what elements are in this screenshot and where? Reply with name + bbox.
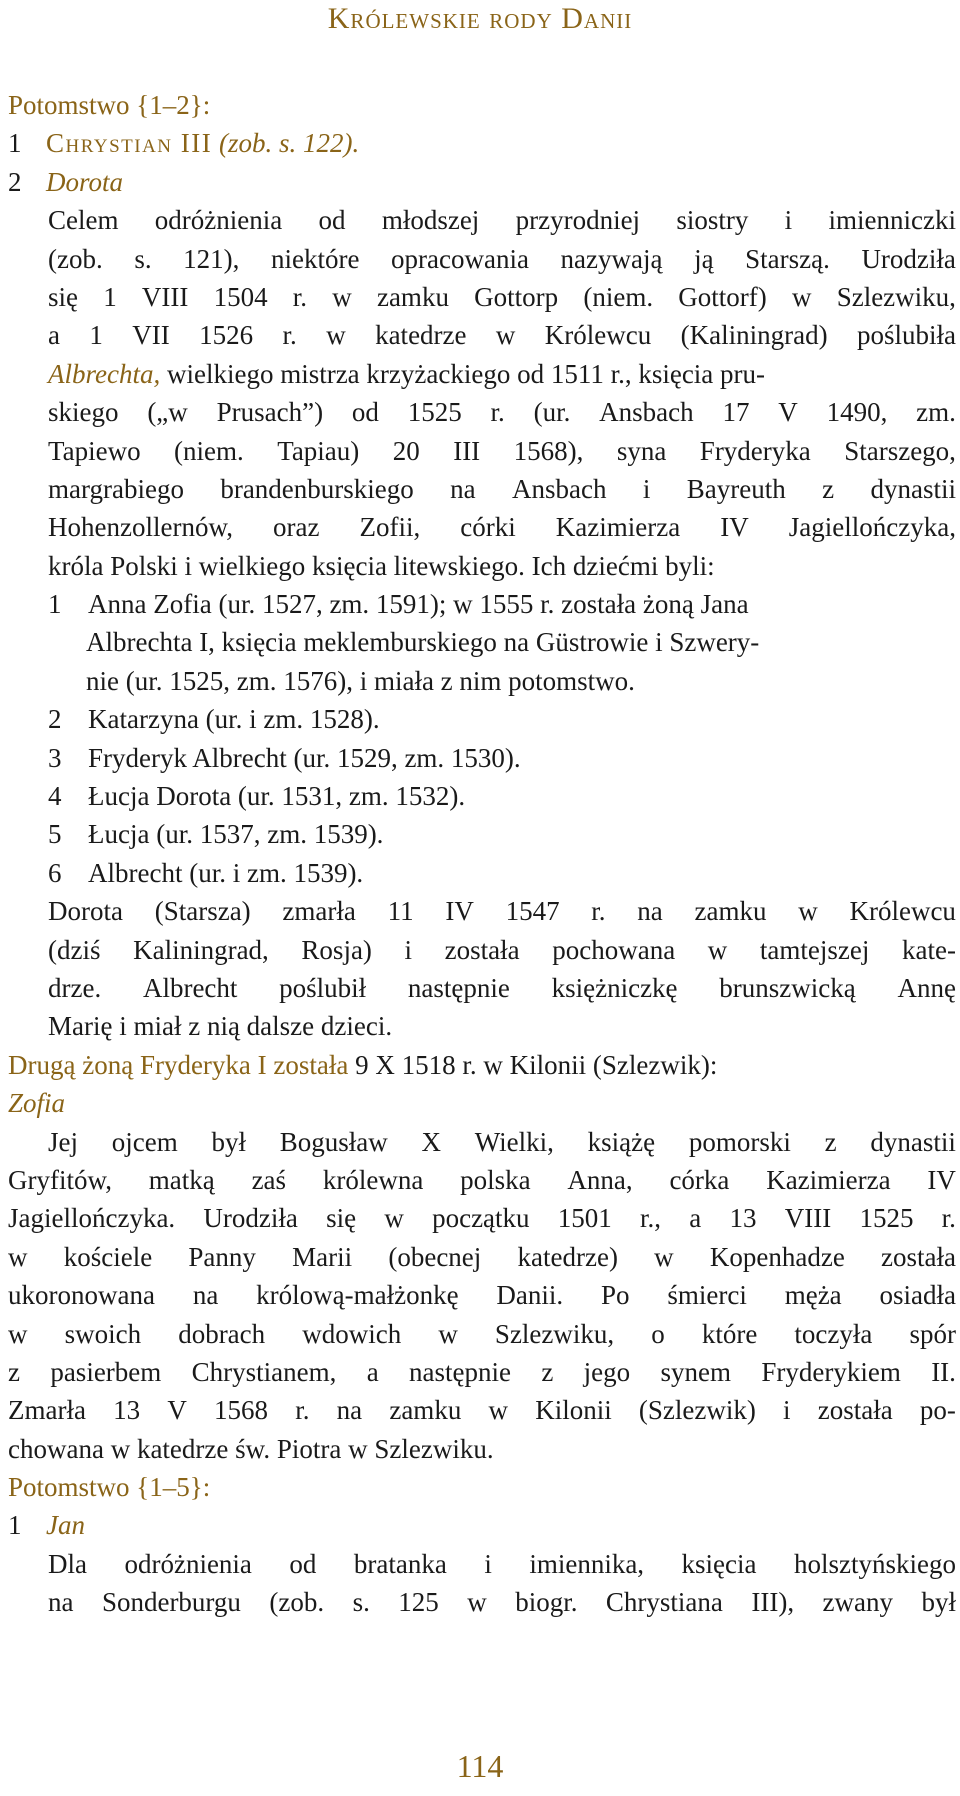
word: był: [921, 1587, 956, 1618]
word: Annę: [897, 972, 956, 1003]
word: IV: [445, 896, 474, 927]
running-header: Królewskie rody Danii: [327, 2, 633, 35]
word: zamku: [694, 896, 767, 927]
word: (Kaliningrad): [680, 320, 828, 351]
word: dynastii: [870, 473, 956, 504]
word: śmierci: [667, 1280, 747, 1311]
word: 1525: [407, 397, 462, 428]
text-line: [8, 240, 956, 278]
child-name: Chrystian III: [46, 128, 213, 159]
word: margrabiego: [48, 473, 184, 504]
word: Panny: [188, 1241, 256, 1272]
word: początku: [432, 1203, 530, 1234]
word: imienniczki: [828, 205, 956, 236]
sub-child-number: 4: [48, 781, 62, 812]
word: Po: [601, 1280, 630, 1311]
word: księżniczkę: [551, 972, 678, 1003]
word: holsztyńskiego: [794, 1548, 956, 1579]
word: odróżnienia: [124, 1548, 252, 1579]
word: Gottorf): [678, 281, 767, 312]
word: brunszwicką: [719, 972, 856, 1003]
sub-child-continuation: Albrechta I, księcia meklemburskiego na Güstrowie i Szwery-: [86, 627, 760, 658]
word: księcia: [681, 1548, 757, 1579]
word: Marii: [292, 1241, 353, 1272]
word: (Starsza): [154, 896, 251, 927]
word: (zob.: [269, 1587, 325, 1618]
main-text: [8, 86, 956, 1622]
word: ją: [694, 243, 714, 274]
word: 1568: [214, 1395, 269, 1426]
word: Kilonii: [535, 1395, 612, 1426]
word: wdowich: [302, 1318, 402, 1349]
word: 125: [398, 1587, 439, 1618]
word: się: [326, 1203, 357, 1234]
word: Starszą.: [745, 243, 830, 274]
text-line: [8, 278, 956, 316]
text-line: [8, 892, 956, 930]
word: zwany: [822, 1587, 893, 1618]
word: syna: [616, 435, 667, 466]
word: ukoronowana: [8, 1280, 155, 1311]
word: (niem.: [174, 435, 244, 466]
word: 1490,: [826, 397, 888, 428]
word: na: [192, 1280, 219, 1311]
spouse-heading-label: Drugą żoną Fryderyka I została: [8, 1049, 349, 1080]
word: Kopenhadze: [709, 1241, 845, 1272]
text-line: [8, 470, 956, 508]
word: Królewcu: [544, 320, 652, 351]
word: w: [791, 281, 812, 312]
word: z: [822, 473, 835, 504]
word: w: [8, 1241, 28, 1272]
sub-child-text: Anna Zofia (ur. 1527, zm. 1591); w 1555 r. została żoną Jana: [88, 589, 749, 620]
word: Królewcu: [849, 896, 956, 927]
word: Urodziła: [861, 243, 956, 274]
word: 1568),: [513, 435, 584, 466]
word: a: [366, 1356, 379, 1387]
word: została: [444, 934, 520, 965]
sub-child-number: 2: [48, 704, 62, 735]
word: Kazimierza: [766, 1164, 891, 1195]
text-line: [8, 1583, 956, 1621]
word: katedrze): [517, 1241, 618, 1272]
word: na: [450, 473, 476, 504]
word: („w: [147, 397, 188, 428]
word: dobrach: [178, 1318, 266, 1349]
word: pasierbem: [50, 1356, 162, 1387]
word: Chrystiana: [605, 1587, 723, 1618]
word: VII: [132, 320, 170, 351]
text-line: [8, 1238, 956, 1276]
word: Jagiellończyka,: [788, 512, 956, 543]
text-line: Marię i miał z nią dalsze dzieci.: [48, 1011, 393, 1042]
word: 1525: [859, 1203, 914, 1234]
word: Sonderburgu: [101, 1587, 241, 1618]
word: od: [289, 1548, 317, 1579]
text-line: [8, 1161, 956, 1199]
text-line: [8, 1199, 956, 1237]
text-line: [8, 1276, 956, 1314]
sub-child-continuation: nie (ur. 1525, zm. 1576), i miała z nim potomstwo.: [86, 665, 635, 696]
word: 1504: [213, 281, 268, 312]
word: tamtejszej: [759, 934, 870, 965]
word: i: [784, 205, 793, 236]
word: kate-: [901, 934, 956, 965]
word: zm.: [916, 397, 956, 428]
child-entry: [8, 124, 956, 162]
word: następnie: [409, 1356, 511, 1387]
word: w: [467, 1587, 487, 1618]
word: Ansbach: [512, 473, 607, 504]
word: oraz: [272, 512, 320, 543]
word: Dorota: [48, 896, 123, 927]
word: Albrecht: [142, 972, 238, 1003]
sub-child-text: Katarzyna (ur. i zm. 1528).: [88, 704, 380, 735]
word: zaś: [251, 1164, 287, 1195]
word: IV: [720, 512, 749, 543]
word: poślubiła: [857, 320, 956, 351]
text-line: [8, 931, 956, 969]
word: IV: [927, 1164, 956, 1195]
text-line: [8, 316, 956, 354]
word: zamku: [389, 1395, 462, 1426]
word: r.: [941, 1203, 956, 1234]
word: s.: [134, 243, 152, 274]
word: jego: [583, 1356, 631, 1387]
text-line: chowana w katedrze św. Piotra w Szlezwiku.: [8, 1433, 494, 1464]
word: nazywają: [560, 243, 663, 274]
word: Hohenzollernów,: [48, 512, 233, 543]
word: r.: [591, 896, 606, 927]
word: 1526: [199, 320, 254, 351]
word: córki: [460, 512, 516, 543]
word: następnie: [407, 972, 510, 1003]
word: od: [318, 205, 346, 236]
word: (obecnej: [388, 1241, 482, 1272]
word: 1: [103, 281, 117, 312]
word: które: [701, 1318, 758, 1349]
word: z: [8, 1356, 20, 1387]
word: spór: [909, 1318, 956, 1349]
word: (Szlezwik): [638, 1395, 756, 1426]
word: katedrze: [375, 320, 467, 351]
word: (niem.: [583, 281, 654, 312]
spouse-name: Zofia: [8, 1088, 66, 1119]
text-line: [8, 201, 956, 239]
word: a: [48, 320, 60, 351]
child-number: 2: [8, 166, 22, 197]
word: pochowana: [552, 934, 676, 965]
sub-child-text: Łucja (ur. 1537, zm. 1539).: [88, 819, 384, 850]
word: Wielki,: [474, 1126, 554, 1157]
word: Jej: [48, 1126, 78, 1157]
word: niektóre: [270, 243, 360, 274]
word: opracowania: [391, 243, 529, 274]
word: Fryderykiem: [761, 1356, 901, 1387]
word: Chrystianem,: [191, 1356, 337, 1387]
word: została: [881, 1241, 956, 1272]
word: osiadła: [879, 1280, 956, 1311]
word: swoich: [64, 1318, 142, 1349]
word: Fryderyka: [699, 435, 811, 466]
sub-child-text: Łucja Dorota (ur. 1531, zm. 1532).: [88, 781, 466, 812]
word: a: [689, 1203, 702, 1234]
word: Szlezwiku,: [494, 1318, 615, 1349]
child-entry: [8, 1506, 956, 1544]
word: X: [421, 1126, 441, 1157]
word: kościele: [63, 1241, 153, 1272]
word: siostry: [676, 205, 749, 236]
text-line: [8, 1545, 956, 1583]
word: młodszej: [381, 205, 480, 236]
word: biogr.: [515, 1587, 578, 1618]
word: z: [824, 1126, 837, 1157]
sub-child-number: 5: [48, 819, 62, 850]
word: 13: [113, 1395, 141, 1426]
child-number: 1: [8, 1510, 22, 1541]
text-line: [8, 432, 956, 470]
word: w: [332, 281, 352, 312]
sub-child-number: 6: [48, 857, 62, 888]
word: brandenburskiego: [220, 473, 414, 504]
word: imiennika,: [529, 1548, 645, 1579]
word: 121),: [183, 243, 240, 274]
word: r.: [295, 1395, 310, 1426]
word: w: [8, 1318, 28, 1349]
word: r.: [282, 320, 297, 351]
word: s.: [352, 1587, 370, 1618]
word: Gottorp: [474, 281, 559, 312]
word: drze.: [48, 972, 102, 1003]
word: książę: [587, 1126, 656, 1157]
word: na: [637, 896, 663, 927]
sub-child-entry: [8, 815, 956, 853]
word: Jagiellończyka.: [8, 1203, 176, 1234]
word: 1: [89, 320, 103, 351]
spouse-heading-date: 9 X 1518 r. w Kilonii (Szlezwik):: [355, 1049, 718, 1080]
word: VIII: [141, 281, 189, 312]
text-line: [8, 969, 956, 1007]
word: skiego: [48, 397, 119, 428]
word: odróżnienia: [154, 205, 283, 236]
word: Bogusław: [279, 1126, 388, 1157]
word: Tapiau): [277, 435, 360, 466]
word: w: [654, 1241, 674, 1272]
sub-child-entry: [8, 854, 956, 892]
word: i: [404, 934, 413, 965]
word: o: [651, 1318, 665, 1349]
word: w: [488, 1395, 509, 1426]
page-number: 114: [456, 1748, 504, 1784]
sub-child-number: 1: [48, 589, 62, 620]
sub-child-entry: [8, 777, 956, 815]
child-entry: [8, 163, 956, 201]
word: 17: [722, 397, 750, 428]
word: Celem: [48, 205, 119, 236]
word: i: [484, 1548, 492, 1579]
word: VIII: [784, 1203, 832, 1234]
word: w: [495, 320, 516, 351]
sub-child-entry: [8, 739, 956, 777]
word: dynastii: [870, 1126, 956, 1157]
word: bratanka: [353, 1548, 447, 1579]
word: poślubił: [279, 972, 367, 1003]
word: w: [707, 934, 728, 965]
word: (zob.: [48, 243, 103, 274]
word: została: [817, 1395, 893, 1426]
word: Tapiewo: [48, 435, 141, 466]
text-line: [8, 355, 956, 393]
word: córka: [669, 1164, 730, 1195]
cross-reference: (zob. s. 122).: [219, 128, 360, 159]
word: 13: [729, 1203, 757, 1234]
word: na: [48, 1587, 74, 1618]
word: V: [167, 1395, 187, 1426]
word: w: [438, 1318, 458, 1349]
word: Rosja): [301, 934, 372, 965]
word: Bayreuth: [686, 473, 786, 504]
sub-child-entry: [8, 700, 956, 738]
sub-child-number: 3: [48, 742, 62, 773]
text-line: [8, 393, 956, 431]
word: i: [783, 1395, 791, 1426]
word: III),: [751, 1587, 795, 1618]
word: od: [351, 397, 379, 428]
word: III: [453, 435, 481, 466]
word: matką: [148, 1164, 215, 1195]
word: i: [642, 473, 651, 504]
word: polska: [460, 1164, 531, 1195]
word: toczyła: [794, 1318, 873, 1349]
word: 1547: [505, 896, 560, 927]
child-name: Jan: [46, 1510, 85, 1541]
word: przyrodniej: [515, 205, 641, 236]
sub-child-text: Fryderyk Albrecht (ur. 1529, zm. 1530).: [88, 742, 521, 773]
word: ojcem: [111, 1126, 178, 1157]
word: królową-małżonkę: [256, 1280, 459, 1311]
word: II.: [931, 1356, 956, 1387]
word: się: [48, 281, 78, 312]
word: Szlezwiku,: [836, 281, 956, 312]
text-line: [8, 1315, 956, 1353]
word: męża: [784, 1280, 842, 1311]
offspring-heading: Potomstwo {1–2}:: [8, 90, 211, 120]
word: pomorski: [688, 1126, 791, 1157]
sub-child-text: Albrecht (ur. i zm. 1539).: [88, 857, 364, 888]
text-span: wielkiego mistrza krzyżackiego od 1511 r., księcia pru-: [166, 358, 766, 389]
text-line: [8, 508, 956, 546]
word: Zmarła: [8, 1395, 86, 1426]
word: z: [541, 1356, 554, 1387]
word: Kazimierza: [555, 512, 681, 543]
word: Starszego,: [844, 435, 956, 466]
word: 1501: [557, 1203, 612, 1234]
word: Anna,: [567, 1164, 633, 1195]
text-line: [8, 1391, 956, 1429]
word: 20: [392, 435, 420, 466]
word: Urodziła: [203, 1203, 298, 1234]
word: Danii.: [496, 1280, 564, 1311]
word: zamku: [376, 281, 449, 312]
word: r.: [490, 397, 505, 428]
child-number: 1: [8, 128, 22, 159]
child-name: Dorota: [46, 166, 124, 197]
word: Dla: [48, 1548, 87, 1579]
word: w: [384, 1203, 404, 1234]
word: r.: [292, 281, 308, 312]
word: zmarła: [282, 896, 356, 927]
word: Kaliningrad,: [133, 934, 269, 965]
word: był: [211, 1126, 246, 1157]
word: r.,: [640, 1203, 662, 1234]
word: po-: [919, 1395, 956, 1426]
word: na: [336, 1395, 363, 1426]
word: Gryfitów,: [8, 1164, 112, 1195]
word: królewna: [322, 1164, 424, 1195]
text-line: [8, 1123, 956, 1161]
word: (ur.: [533, 397, 571, 428]
word: Prusach”): [216, 397, 324, 428]
text-line: króla Polski i wielkiego księcia litewskiego. Ich dziećmi byli:: [48, 550, 715, 581]
word: w: [798, 896, 818, 927]
word: Zofii,: [359, 512, 421, 543]
spouse-heading: [8, 1046, 956, 1084]
sub-child-entry: [8, 585, 956, 623]
word: (dziś: [48, 934, 101, 965]
text-line: [8, 1353, 956, 1391]
spouse-name: Albrechta,: [48, 358, 161, 389]
word: synem: [660, 1356, 732, 1387]
offspring-heading: Potomstwo {1–5}:: [8, 1472, 211, 1503]
word: V: [778, 397, 798, 428]
word: Ansbach: [599, 397, 694, 428]
word: w: [326, 320, 346, 351]
word: 11: [387, 896, 414, 927]
